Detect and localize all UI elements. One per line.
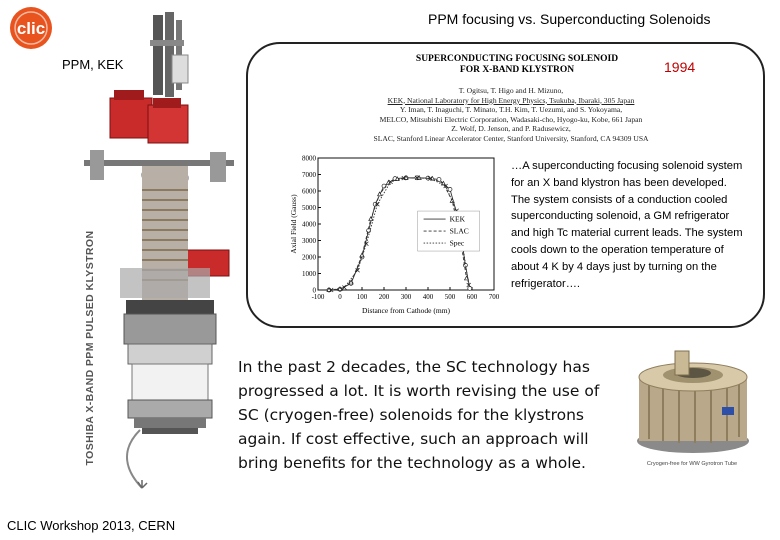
paper-title-line2: FOR X-BAND KLYSTRON: [459, 65, 575, 75]
y-tick-label: 5000: [302, 204, 316, 212]
x-tick-label: 600: [466, 293, 478, 301]
y-tick-label: 6000: [302, 187, 316, 196]
svg-text:Cryogen-free for WW Gyrotron T: Cryogen-free for WW Gyrotron Tube: [646, 461, 738, 467]
y-tick-label: 0: [312, 286, 316, 295]
slide-title: PPM focusing vs. Superconducting Solenoids: [428, 11, 711, 27]
x-tick-label: 100: [356, 293, 368, 301]
y-tick-label: 7000: [302, 171, 316, 179]
x-tick-label: 0: [338, 293, 342, 301]
y-tick-label: 2000: [302, 253, 316, 262]
legend-label-slac: SLAC: [449, 226, 469, 236]
x-tick-label: -100: [311, 293, 325, 301]
author-line: MELCO, Mitsubishi Electric Corporation, Wadasaki-cho, Hyogo-ku, Kobe, 661 Japan: [379, 114, 643, 124]
paper-authors: [346, 86, 676, 143]
paper-year: 1994: [664, 59, 696, 75]
legend-box: [418, 211, 480, 251]
y-tick-label: 3000: [302, 237, 316, 245]
clic-logo: [6, 5, 56, 51]
svg-text:clic: clic: [16, 19, 46, 38]
data-point-slac: [360, 253, 364, 257]
legend-label-kek: KEK: [449, 214, 466, 224]
y-axis-label: Axial Field (Gauss): [289, 194, 298, 254]
y-tick-label: 4000: [302, 220, 316, 229]
axial-field-chart: [288, 150, 502, 316]
footer-text: CLIC Workshop 2013, CERN: [7, 518, 176, 533]
author-line: KEK, National Laboratory for High Energy Physics, Tsukuba, Ibaraki, 305 Japan: [387, 95, 635, 105]
author-line: T. Ogitsu, T. Higo and H. Mizuno,: [458, 86, 564, 95]
x-tick-label: 200: [378, 293, 390, 301]
data-point-kek: [468, 286, 472, 290]
author-line: Y. Iman, T. Inaguchi, T. Minato, T.H. Kim, T. Uezumi, and S. Yokoyama,: [399, 105, 623, 114]
legend-label-spec: Spec: [449, 238, 465, 248]
klystron-vertical-caption: TOSHIBA X-BAND PPM PULSED KLYSTRON: [84, 230, 96, 466]
y-tick-label: 8000: [302, 154, 316, 163]
x-tick-label: 400: [422, 293, 434, 301]
paper-abstract-quote: …A superconducting focusing solenoid system for an X band klystron has been developed. The system consists of a conduction cooled superconducting solenoid, a GM refrigerator and high Tc material current leads. The system cools down to the operation temperature of about 4 K by 4 days just by turning on the refrigerator….: [511, 160, 743, 290]
x-tick-label: 700: [488, 293, 500, 301]
author-line: Z. Wolf, D. Jenson, and P. Radusewicz,: [451, 124, 571, 133]
paper-title: [398, 54, 636, 76]
paper-title-line1: SUPERCONDUCTING FOCUSING SOLENOID: [415, 54, 619, 64]
ppm-klystron-photo: [80, 10, 252, 492]
author-line: SLAC, Stanford Linear Accelerator Center, Stanford University, Stanford, CA 94309 USA: [373, 133, 649, 143]
x-tick-label: 300: [400, 293, 412, 301]
cryogen-free-solenoid-photo: [627, 337, 757, 470]
x-tick-label: 500: [444, 293, 456, 301]
x-axis-label: Distance from Cathode (mm): [361, 306, 451, 315]
y-tick-label: 1000: [302, 270, 316, 278]
data-point-kek: [448, 187, 452, 191]
body-text: In the past 2 decades, the SC technology has progressed a lot. It is worth revising the use of SC (cryogen-free) solenoids for the klystrons again. If cost effective, such an approach will bring benefits for the technology as a whole.: [238, 358, 600, 472]
ppm-kek-label: PPM, KEK: [62, 57, 124, 72]
